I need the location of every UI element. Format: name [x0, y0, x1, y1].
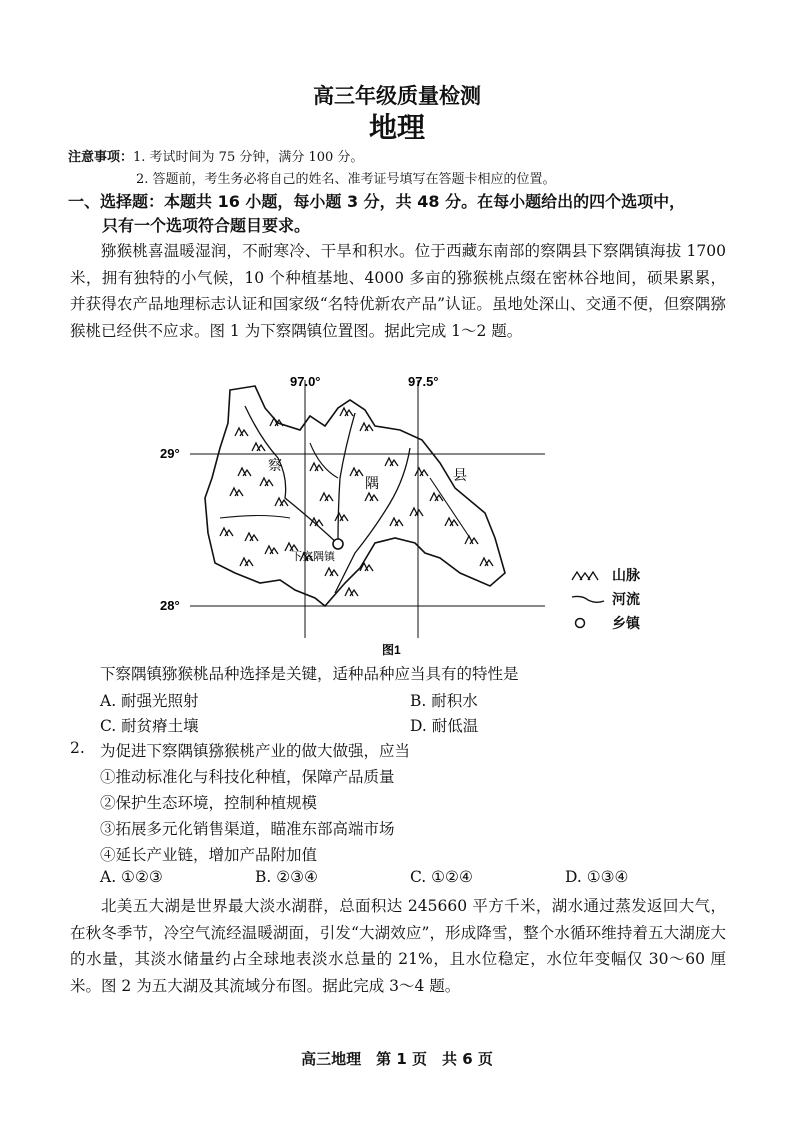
- lon-label: 97.5°: [408, 374, 439, 389]
- county-char: 县: [453, 468, 467, 484]
- legend-mountain: 山脉: [612, 568, 640, 584]
- river: [220, 516, 290, 519]
- q2-item: ③拓展多元化销售渠道，瞄准东部高端市场: [100, 820, 395, 838]
- q1-option-a: A. 耐强光照射: [100, 692, 199, 710]
- river: [338, 413, 355, 544]
- q2-number: 2.: [70, 739, 85, 757]
- q1-option-d: D. 耐低温: [410, 717, 479, 735]
- lat-label: 28°: [160, 598, 180, 613]
- q2-option-c: C. ①②④: [410, 868, 473, 886]
- q1-stem: 下察隅镇猕猴桃品种选择是关键，适种品种应当具有的特性是: [100, 665, 519, 683]
- county-char: 隅: [365, 476, 379, 492]
- note-item: 1. 考试时间为 75 分钟，满分 100 分。: [133, 150, 364, 165]
- river: [430, 478, 470, 538]
- q2-option-a: A. ①②③: [100, 868, 163, 886]
- q2-item: ①推动标准化与科技化种植，保障产品质量: [100, 768, 395, 786]
- lon-label: 97.0°: [290, 374, 321, 389]
- q1-option-b: B. 耐积水: [410, 692, 478, 710]
- legend-town: 乡镇: [612, 616, 640, 632]
- lat-label: 29°: [160, 446, 180, 461]
- q2-option-d: D. ①③④: [565, 868, 629, 886]
- section-heading: [68, 190, 728, 238]
- section-heading-line1: 一、选择题：本题共 16 小题，每小题 3 分，共 48 分。在每小题给出的四个选项中，: [68, 192, 686, 211]
- q2-option-b: B. ②③④: [255, 868, 318, 886]
- legend-river: 河流: [612, 592, 640, 608]
- q2-item: ②保护生态环境，控制种植规模: [100, 794, 318, 812]
- county-char: 察: [268, 458, 282, 474]
- page-footer: 高三地理 第 1 页 共 6 页: [301, 1050, 493, 1068]
- q2-stem: 为促进下察隅镇猕猴桃产业的做大做强，应当: [100, 742, 411, 760]
- passage-great-lakes: 北美五大湖是世界最大淡水湖群，总面积达 245660 平方千米，湖水通过蒸发返回大气，在秋冬季节，冷空气流经温暖湖面，引发“大湖效应”，形成降雪，整个水循环维持着五大湖庞大的水量，其淡水储量约占全球地表淡水总量的 21%，且水位稳定，水位年变幅仅 30～60 厘米。图 2 为五大湖及其流域分布图。据此完成 3～4 题。: [70, 897, 726, 995]
- map-legend: [570, 563, 640, 635]
- mountain-icon: [570, 569, 606, 581]
- county-boundary: [205, 386, 505, 606]
- river: [310, 443, 338, 478]
- subject-title: 地理: [368, 111, 425, 144]
- figure-caption: 图1: [382, 643, 401, 657]
- q1-option-c: C. 耐贫瘠土壤: [100, 717, 199, 735]
- town-marker: [333, 539, 343, 549]
- town-icon: [570, 617, 606, 629]
- town-label: 下察隅镇: [291, 550, 335, 563]
- q2-item: ④延长产业链，增加产品附加值: [100, 846, 318, 864]
- passage-kiwi: 猕猴桃喜温暖湿润，不耐寒冷、干旱和积水。位于西藏东南部的察隅县下察隅镇海拔 1700 米，拥有独特的小气候，10 个种植基地、4000 多亩的猕猴桃点缀在密林谷地间，硕果累累，并获得农产品地理标志认证和国家级“名特优新农产品”认证。虽地处深山、交通不便，但察隅猕猴桃已经供不应求。图 1 为下察隅镇位置图。据此完成 1～2 题。: [70, 242, 726, 340]
- location-map: [160, 368, 560, 658]
- notes-label: 注意事项：: [68, 150, 134, 165]
- exam-title: 高三年级质量检测: [313, 84, 481, 108]
- river-icon: [570, 593, 606, 605]
- note-item: 2. 答题前，考生务必将自己的姓名、准考证号填写在答题卡相应的位置。: [136, 172, 556, 187]
- notes-block: [68, 147, 556, 191]
- section-heading-line2: 只有一个选项符合题目要求。: [102, 216, 311, 235]
